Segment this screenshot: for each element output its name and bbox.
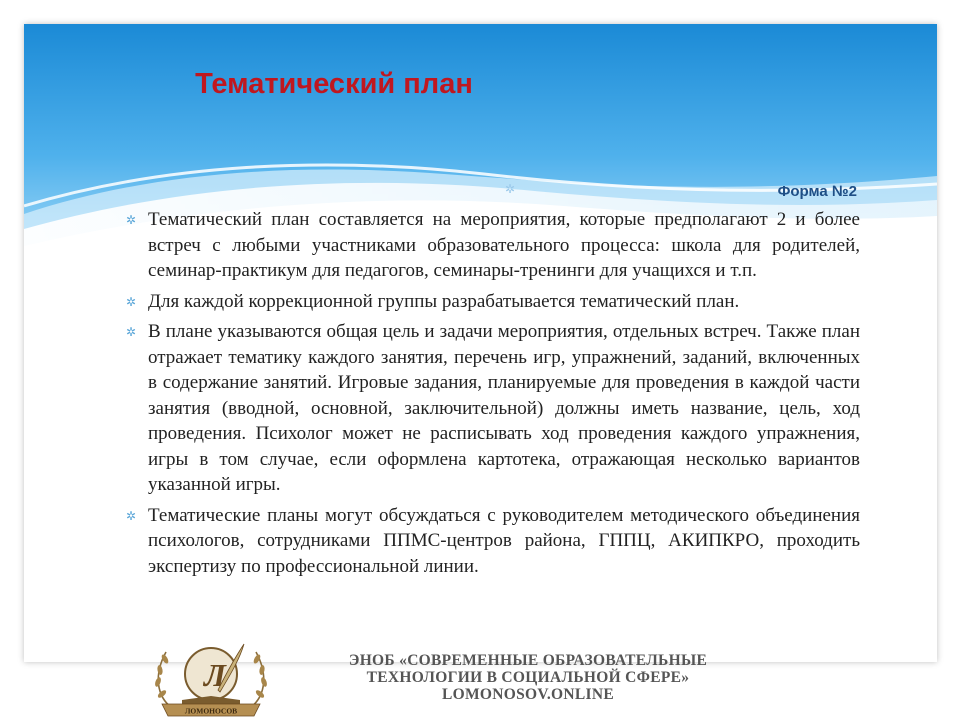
- footer-banner: [0, 636, 960, 720]
- bullet-star-icon: ✲: [126, 325, 137, 339]
- footer-line-2: ТЕХНОЛОГИИ В СОЦИАЛЬНОЙ СФЕРЕ»: [366, 669, 690, 686]
- list-item-text: Тематический план составляется на мероприятия, которые предполагают 2 и более встреч с любыми участниками образовательного процесса: школа для родителей, семинар-практикум для педагогов, семинары-тренинги для учащихся и т.п.: [148, 209, 860, 281]
- page-title: Тематический план: [195, 68, 473, 100]
- bullet-star-icon: ✲: [126, 294, 137, 309]
- footer-line-1: ЭНОБ «СОВРЕМЕННЫЕ ОБРАЗОВАТЕЛЬНЫЕ: [348, 652, 708, 669]
- list-item-text: В плане указываются общая цель и задачи мероприятия, отдельных встреч. Также план отражает тематику каждого занятия, перечень игр, упражнений, заданий, включенных в содержание занятий. Игровые задания, планируемые для проведения в каждой части занятия (вводной, основной, заключительной) должны иметь название, цель, ход проведения. Психолог может не расписывать ход проведения каждого упражнения, игры в том случае, если оформлена картотека, отражающая несколько вариантов указанной игры.: [148, 321, 860, 495]
- footer-organization-text: [272, 652, 784, 703]
- bullet-list: [124, 207, 860, 584]
- bullet-star-icon: ✲: [126, 213, 137, 227]
- list-item: [124, 503, 860, 580]
- list-item-text: Тематические планы могут обсуждаться с руководителем методического объединения психологов, сотрудниками ППМС-центров района, ГППЦ, АКИПКРО, проходить экспертизу по профессиональной линии.: [148, 504, 860, 577]
- form-number-label: Форма №2: [777, 183, 857, 200]
- lomonosov-logo-icon: [148, 638, 274, 718]
- bullet-star-icon: ✲: [126, 508, 137, 523]
- footer-website[interactable]: LOMONOSOV.ONLINE: [441, 686, 615, 703]
- svg-text:Л: Л: [204, 657, 226, 693]
- svg-text:ЛОМОНОСОВ: ЛОМОНОСОВ: [184, 706, 238, 716]
- list-item: [124, 319, 860, 498]
- list-item: [124, 289, 860, 315]
- decorative-bullet-icon: ✲: [505, 182, 516, 196]
- list-item: [124, 207, 860, 284]
- list-item-text: Для каждой коррекционной группы разрабатывается тематический план.: [148, 290, 740, 312]
- slide: [24, 24, 937, 662]
